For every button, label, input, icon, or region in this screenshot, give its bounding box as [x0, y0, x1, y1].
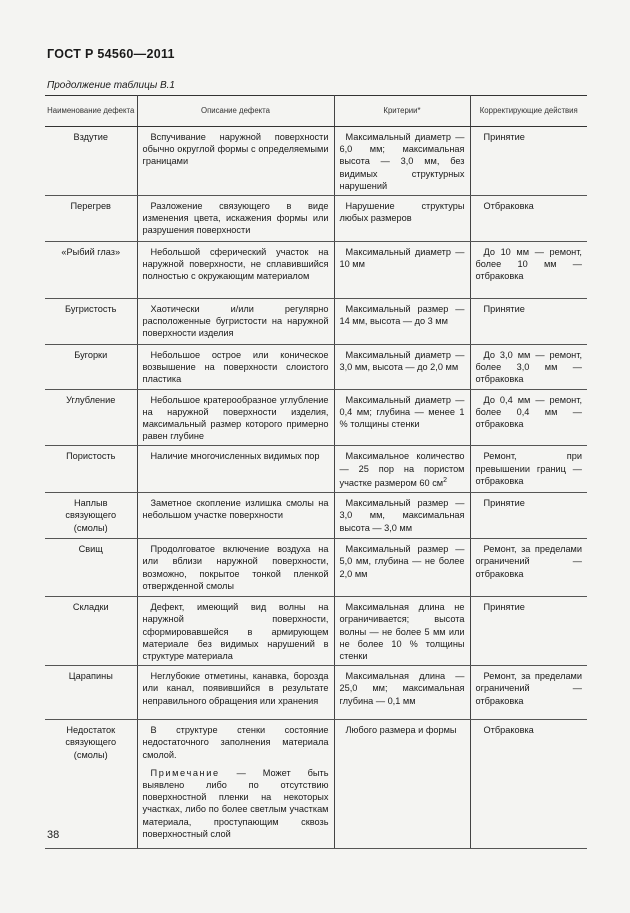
document-header: ГОСТ Р 54560—2011	[47, 47, 175, 61]
defect-description: Наличие многочисленных видимых пор	[137, 446, 334, 493]
table-row	[45, 345, 587, 390]
defect-name: Царапины	[45, 666, 137, 720]
defect-criteria: Максимальный размер — 5,0 мм, глубина — не более 2,0 мм	[334, 539, 470, 597]
corrective-action: Принятие	[470, 299, 587, 345]
corrective-action: Отбраковка	[470, 720, 587, 849]
defect-description: Небольшой сферический участок на наружной поверхности, не сплавившийся полностью с окружающим материалом	[137, 242, 334, 299]
corrective-action: Принятие	[470, 597, 587, 666]
defect-criteria: Любого размера и формы	[334, 720, 470, 849]
column-header-actions: Корректирующие действия	[470, 96, 587, 127]
defect-name: Вздутие	[45, 127, 137, 196]
defect-name: Пористость	[45, 446, 137, 493]
corrective-action: Ремонт, при превышении границ — отбраковка	[470, 446, 587, 493]
defect-name: Наплыв связующего (смолы)	[45, 493, 137, 539]
defect-name: Перегрев	[45, 196, 137, 242]
corrective-action: До 10 мм — ремонт, более 10 мм — отбраковка	[470, 242, 587, 299]
corrective-action: Принятие	[470, 493, 587, 539]
defect-criteria: Максимальный размер — 3,0 мм, максимальная высота — 3,0 мм	[334, 493, 470, 539]
note-text: — Может быть выявлено либо по отсутствию поверхностной пленки на некоторых участках, либо по более светлым участкам материала, проступающим сквозь поверхностный слой	[142, 767, 329, 839]
defect-criteria: Максимальное количество — 25 пор на пористом участке размером 60 $см^2$	[334, 446, 470, 493]
page-number: 38	[47, 829, 60, 841]
defect-description: Небольшое острое или коническое возвышение на поверхности слоистого пластика	[137, 345, 334, 390]
defect-description: Заметное скопление излишка смолы на небольшом участке поверхности	[137, 493, 334, 539]
column-header-name: Наименование дефекта	[45, 96, 137, 127]
defects-table	[45, 95, 587, 849]
defect-name: Бугорки	[45, 345, 137, 390]
defect-criteria: Максимальная длина — 25,0 мм; максимальная глубина — 0,1 мм	[334, 666, 470, 720]
corrective-action: Отбраковка	[470, 196, 587, 242]
defect-name: Свищ	[45, 539, 137, 597]
defect-criteria: Нарушение структуры любых размеров	[334, 196, 470, 242]
defect-description: Дефект, имеющий вид волны на наружной поверхности, сформировавшейся в армирующем материале без видимых нарушений в структуре материала	[137, 597, 334, 666]
defect-description: Продолговатое включение воздуха на или вблизи наружной поверхности, возможно, покрытое тонкой пленкой отвержденной смолы	[137, 539, 334, 597]
column-header-description: Описание дефекта	[137, 96, 334, 127]
corrective-action: Ремонт, за пределами ограничений — отбраковка	[470, 539, 587, 597]
defect-description: Небольшое кратерообразное углубление на наружной поверхности изделия, максимальный размер которого примерно равен глубине	[137, 389, 334, 446]
table-row	[45, 597, 587, 666]
table-row	[45, 299, 587, 345]
defect-name: Недостаток связующего (смолы)	[45, 720, 137, 849]
defect-description: Хаотически и/или регулярно расположенные бугристости на наружной поверхности изделия	[137, 299, 334, 345]
note-label: Примечание	[150, 767, 220, 778]
column-header-criteria: Критерии*	[334, 96, 470, 127]
defect-description: Разложение связующего в виде изменения цвета, искажения формы или разрушения поверхности	[137, 196, 334, 242]
defect-description	[137, 720, 334, 849]
defect-criteria: Максимальная длина не ограничивается; высота волны — не более 5 мм или не более 10 % толщины стенки	[334, 597, 470, 666]
defect-criteria: Максимальный диаметр — 10 мм	[334, 242, 470, 299]
defect-name: Углубление	[45, 389, 137, 446]
defect-criteria: Максимальный диаметр — 0,4 мм; глубина — менее 1 % толщины стенки	[334, 389, 470, 446]
table-row	[45, 127, 587, 196]
table-row	[45, 493, 587, 539]
defect-name: «Рыбий глаз»	[45, 242, 137, 299]
table-header-row	[45, 96, 587, 127]
table-row	[45, 539, 587, 597]
table-row	[45, 242, 587, 299]
defect-description: Неглубокие отметины, канавка, борозда или канал, появившийся в результате неправильного обращения или хранения	[137, 666, 334, 720]
corrective-action: До 3,0 мм — ремонт, более 3,0 мм — отбраковка	[470, 345, 587, 390]
corrective-action: Принятие	[470, 127, 587, 196]
table-row	[45, 720, 587, 849]
corrective-action: Ремонт, за пределами ограничений — отбраковка	[470, 666, 587, 720]
table-row	[45, 196, 587, 242]
defect-name: Складки	[45, 597, 137, 666]
description-text: В структуре стенки состояние недостаточного заполнения материала смолой.	[142, 725, 329, 760]
defect-criteria: Максимальный размер — 14 мм, высота — до 3 мм	[334, 299, 470, 345]
defect-criteria: Максимальный диаметр — 3,0 мм, высота — до 2,0 мм	[334, 345, 470, 390]
corrective-action: До 0,4 мм — ремонт, более 0,4 мм — отбраковка	[470, 389, 587, 446]
description-note	[143, 767, 329, 840]
table-row	[45, 446, 587, 493]
defect-criteria: Максимальный диаметр — 6,0 мм; максимальная высота — 3,0 мм, без видимых структурных нарушений	[334, 127, 470, 196]
defect-description: Вспучивание наружной поверхности обычно округлой формы с определяемыми границами	[137, 127, 334, 196]
defect-name: Бугристость	[45, 299, 137, 345]
table-row	[45, 666, 587, 720]
table-caption: Продолжение таблицы В.1	[47, 80, 175, 91]
table-row	[45, 389, 587, 446]
